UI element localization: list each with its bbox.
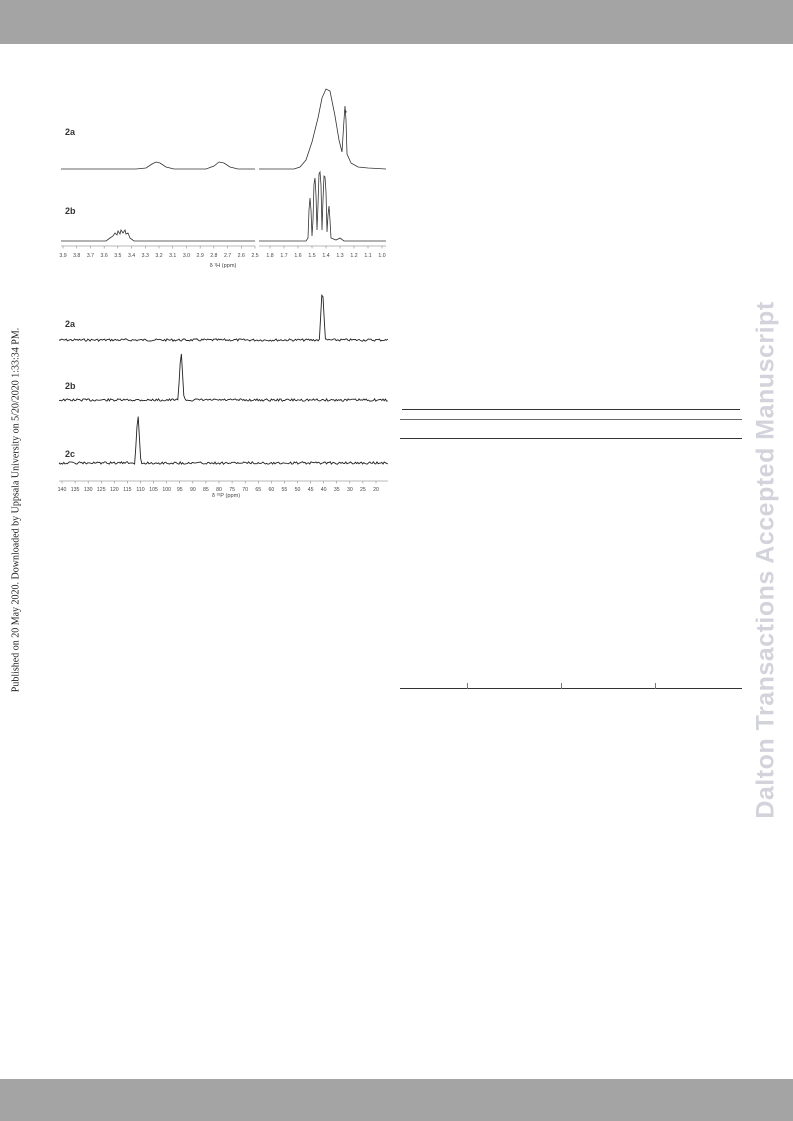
h-tick-label: 3.8 <box>73 253 81 259</box>
table-header-bottom-rule <box>400 438 742 439</box>
h-tick-label: 2.9 <box>196 253 204 259</box>
table-column-divider <box>467 683 468 689</box>
h-axis-label: δ ¹H (ppm) <box>209 263 237 269</box>
p-trace-2b <box>59 354 388 401</box>
h-trace-2a-left <box>61 162 255 169</box>
h-x-axis <box>59 246 386 269</box>
h-tick-label: 1.4 <box>322 253 330 259</box>
h-tick-label: 1.2 <box>350 253 358 259</box>
h-tick-label: 1.5 <box>308 253 316 259</box>
p-tick-label: 50 <box>294 487 301 493</box>
p-tick-label: 80 <box>216 487 222 493</box>
h-tick-label: 1.3 <box>336 253 344 259</box>
p-tick-label: 95 <box>176 487 183 493</box>
p-tick-label: 75 <box>229 487 235 493</box>
h-tick-label: 2.6 <box>237 253 245 259</box>
nmr-spectra-graphic <box>56 80 396 510</box>
h-tick-label: 3.7 <box>86 253 95 259</box>
h-tick-label: 3.4 <box>127 253 136 259</box>
p-tick-label: 105 <box>149 487 158 493</box>
h-tick-label: 3.9 <box>59 253 67 259</box>
p-trace-2c <box>59 417 388 465</box>
h-trace-2b-left <box>61 230 255 241</box>
h-trace-2a-right <box>259 89 386 169</box>
nmr-figure <box>56 80 396 510</box>
p-trace-label-2a: 2a <box>65 319 76 329</box>
p-tick-label: 40 <box>320 487 327 493</box>
h-tick-label: 2.7 <box>223 253 232 259</box>
h-tick-label: 3.3 <box>141 253 149 259</box>
table-bottom-rule <box>400 688 742 689</box>
h-tick-label: 3.0 <box>182 253 191 259</box>
h-tick-label: 3.5 <box>114 253 122 259</box>
p-tick-label: 120 <box>110 487 119 493</box>
p-trace-label-2b: 2b <box>65 381 76 391</box>
p-tick-label: 45 <box>307 487 314 493</box>
p-tick-label: 25 <box>360 487 366 493</box>
h-tick-label: 2.5 <box>251 253 259 259</box>
p-tick-label: 130 <box>83 487 93 493</box>
p-trace-2a <box>59 295 388 341</box>
journal-watermark: Dalton Transactions Accepted Manuscript <box>751 301 780 819</box>
data-table <box>400 409 742 691</box>
header-bar <box>0 0 793 44</box>
h-tick-label: 2.8 <box>210 253 218 259</box>
p-tick-label: 85 <box>203 487 209 493</box>
p-tick-label: 60 <box>268 487 275 493</box>
table-top-rule <box>402 409 740 410</box>
p-tick-label: 110 <box>136 487 145 493</box>
h-trace-2b-right <box>259 172 386 241</box>
table-column-divider <box>561 683 562 689</box>
p-tick-label: 115 <box>123 487 132 493</box>
h-trace-label-2b: 2b <box>65 206 76 216</box>
h-trace-label-2a: 2a <box>65 127 76 137</box>
h-tick-label: 3.1 <box>169 253 177 259</box>
p-x-axis <box>58 481 388 499</box>
p-tick-label: 30 <box>346 487 353 493</box>
impurity-asterisk: * <box>344 109 348 118</box>
p-tick-label: 65 <box>255 487 262 493</box>
h-tick-label: 1.8 <box>266 253 274 259</box>
h-tick-label: 1.0 <box>378 253 386 259</box>
h-tick-label: 1.6 <box>294 253 302 259</box>
published-note: Published on 20 May 2020. Downloaded by Uppsala University on 5/20/2020 1:33:34 PM. <box>10 327 22 693</box>
p-tick-label: 70 <box>242 487 249 493</box>
p-tick-label: 55 <box>281 487 288 493</box>
h-tick-label: 3.2 <box>155 253 163 259</box>
p-axis-label: δ ³¹P (ppm) <box>211 493 241 499</box>
p-tick-label: 20 <box>373 487 379 493</box>
p-trace-label-2c: 2c <box>65 449 76 459</box>
p-tick-label: 100 <box>162 487 171 493</box>
footer-bar <box>0 1079 793 1121</box>
p-tick-label: 90 <box>189 487 196 493</box>
h-tick-label: 3.6 <box>100 253 108 259</box>
p-tick-label: 140 <box>57 487 67 493</box>
p-tick-label: 35 <box>333 487 340 493</box>
table-column-divider <box>655 683 656 689</box>
table-header-rule <box>400 419 742 420</box>
p-tick-label: 125 <box>96 487 106 493</box>
p-tick-label: 135 <box>70 487 80 493</box>
h-tick-label: 1.1 <box>364 253 372 259</box>
h-tick-label: 1.7 <box>280 253 288 259</box>
